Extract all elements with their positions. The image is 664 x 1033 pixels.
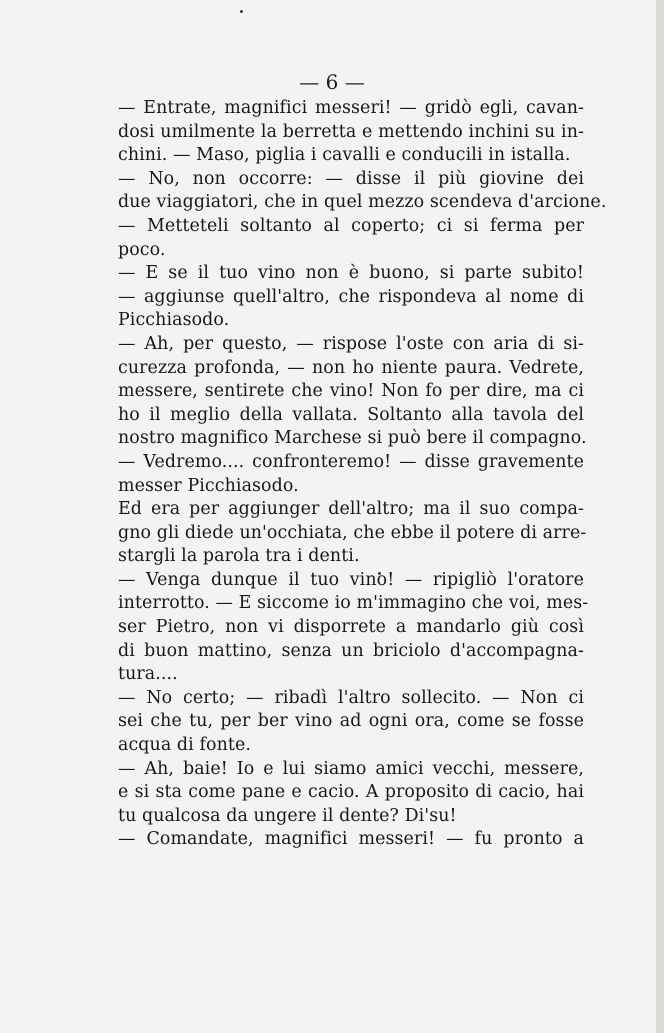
text-line: nostro magnifico Marchese si può bere il compagno. [118,428,587,449]
text-line: messere, sentirete che vino! Non fo per dire, ma ci [118,381,584,402]
text-line: messer Picchiasodo. [118,475,299,496]
ink-speck [240,10,243,13]
text-line: — Entrate, magnifici messeri! — gridò egli, cavan- [118,98,584,118]
body-text [118,97,607,852]
page-number: — 6 — [299,70,365,94]
text-line: tu qualcosa da ungere il dente? Di'su! [118,805,457,826]
text-line: gno gli diede un'occhiata, che ebbe il potere di arre- [118,522,587,543]
page-edge-shadow [656,0,664,1033]
text-line: e si sta come pane e cacio. A proposito di cacio, hai [118,782,584,803]
text-line: — No certo; — ribadì l'altro sollecito. — Non ci [118,687,584,708]
text-line: acqua di fonte. [118,735,251,756]
text-line: Ed era per aggiunger dell'altro; ma il suo compa- [118,499,584,520]
text-line: — Ah, baie! Io e lui siamo amici vecchi, messere, [118,758,584,779]
text-line: Picchiasodo. [118,310,230,331]
text-line: di buon mattino, senza un briciolo d'accompagna- [118,640,584,661]
text-line: — Comandate, magnifici messeri! — fu pronto a [118,829,584,850]
text-line: — Vedremo.... confronteremo! — disse gravemente [118,451,584,472]
text-line: interrotto. — E siccome io m'immagino che voi, mes- [118,593,589,614]
text-line: — Ah, per questo, — rispose l'oste con aria di si- [118,333,584,354]
text-line: — aggiunse quell'altro, che rispondeva al nome di [118,286,584,307]
text-line: dosi umilmente la berretta e mettendo inchini su in- [118,121,584,142]
text-line: chini. — Maso, piglia i cavalli e conducili in istalla. [118,145,571,166]
text-line: sei che tu, per ber vino ad ogni ora, come se fosse [118,711,584,732]
text-line: ho il meglio della vallata. Soltanto alla tavola del [118,404,584,425]
text-line: — Metteteli soltanto al coperto; ci si ferma per [118,215,584,236]
text-line: poco. [118,239,166,260]
text-line: curezza profonda, — non ho niente paura. Vedrete, [118,357,584,378]
text-line: — Venga dunque il tuo vino! — ripigliò l'oratore [118,569,584,590]
text-line: — No, non occorre: — disse il più giovine dei [118,168,584,189]
text-line: tura.... [118,664,178,685]
text-line: due viaggiatori, che in quel mezzo scendeva d'arcione. [118,192,607,213]
text-line: stargli la parola tra i denti. [118,546,360,567]
text-line: — E se il tuo vino non è buono, si parte subito! [118,263,584,284]
text-line: ser Pietro, non vi disporrete a mandarlo giù così [118,617,584,638]
